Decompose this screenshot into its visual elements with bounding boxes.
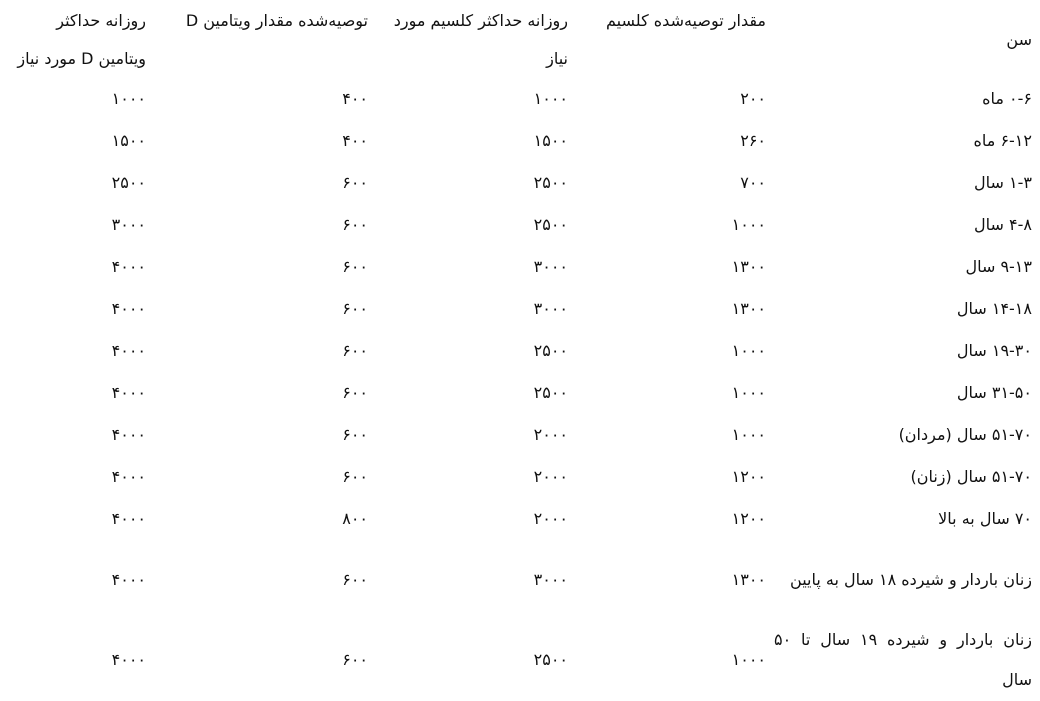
table-row [4,330,1036,372]
vitd-max-cell: ۴۰۰۰ [111,509,146,528]
table-row [4,120,1036,162]
calcium-recommended-cell: ۲۶۰ [740,131,766,150]
table-row [4,620,1036,700]
table-row [4,498,1036,540]
calcium-max-cell: ۳۰۰۰ [533,570,568,589]
vitd-max-cell: ۴۰۰۰ [111,570,146,589]
age-cell: ۵۱-۷۰ سال (زنان) [910,467,1032,486]
table-row [4,246,1036,288]
age-cell: زنان باردار و شیرده ۱۹ سال تا ۵۰ سال [774,630,1032,689]
age-cell: ۶-۱۲ ماه [973,131,1032,150]
calcium-recommended-cell: ۱۳۰۰ [731,299,766,318]
age-cell: ۱۴-۱۸ سال [956,299,1032,318]
vitd-max-cell: ۴۰۰۰ [111,341,146,360]
header-age: سن [1006,30,1032,49]
calcium-max-cell: ۲۵۰۰ [533,341,568,360]
vitd-recommended-cell: ۸۰۰ [342,509,368,528]
age-cell: ۹-۱۳ سال [965,257,1032,276]
age-cell: ۱۹-۳۰ سال [956,341,1032,360]
vitd-max-cell: ۴۰۰۰ [111,425,146,444]
vitd-max-cell: ۴۰۰۰ [111,467,146,486]
calcium-recommended-cell: ۷۰۰ [740,173,766,192]
table-row [4,78,1036,120]
calcium-max-cell: ۲۰۰۰ [533,425,568,444]
vitd-recommended-cell: ۶۰۰ [342,570,368,589]
calcium-max-cell: ۱۵۰۰ [533,131,568,150]
header-calcium-max: روزانه حداکثر کلسیم مورد نیاز [393,11,568,68]
calcium-max-cell: ۳۰۰۰ [533,257,568,276]
vitd-recommended-cell: ۶۰۰ [342,215,368,234]
vitd-recommended-cell: ۶۰۰ [342,650,368,669]
vitd-recommended-cell: ۶۰۰ [342,467,368,486]
vitd-max-cell: ۱۰۰۰ [111,89,146,108]
calcium-recommended-cell: ۱۰۰۰ [731,341,766,360]
calcium-recommended-cell: ۲۰۰ [740,89,766,108]
calcium-recommended-cell: ۱۲۰۰ [731,509,766,528]
age-cell: ۴-۸ سال [974,215,1032,234]
age-cell: ۰-۶ ماه [982,89,1032,108]
calcium-max-cell: ۲۰۰۰ [533,467,568,486]
calcium-recommended-cell: ۱۳۰۰ [731,570,766,589]
age-cell: ۳۱-۵۰ سال [956,383,1032,402]
vitd-recommended-cell: ۶۰۰ [342,299,368,318]
vitd-recommended-cell: ۶۰۰ [342,173,368,192]
header-vitd-max: روزانه حداکثر ویتامین D مورد نیاز [17,11,146,68]
calcium-max-cell: ۲۵۰۰ [533,215,568,234]
vitd-recommended-cell: ۶۰۰ [342,341,368,360]
table-row [4,372,1036,414]
nutrient-table-container [4,0,1036,700]
vitd-recommended-cell: ۶۰۰ [342,425,368,444]
calcium-max-cell: ۲۵۰۰ [533,173,568,192]
vitd-recommended-cell: ۴۰۰ [342,131,368,150]
age-cell: ۱-۳ سال [974,173,1032,192]
calcium-vitamin-d-table [4,0,1036,700]
calcium-max-cell: ۲۰۰۰ [533,509,568,528]
table-row [4,204,1036,246]
table-row [4,288,1036,330]
calcium-recommended-cell: ۱۰۰۰ [731,215,766,234]
age-cell: ۷۰ سال به بالا [938,509,1032,528]
table-row [4,414,1036,456]
calcium-max-cell: ۲۵۰۰ [533,650,568,669]
header-calcium-recommended: مقدار توصیه‌شده کلسیم [606,11,766,30]
calcium-max-cell: ۱۰۰۰ [533,89,568,108]
vitd-max-cell: ۴۰۰۰ [111,650,146,669]
calcium-recommended-cell: ۱۰۰۰ [731,425,766,444]
calcium-recommended-cell: ۱۰۰۰ [731,650,766,669]
table-header [4,0,1036,78]
calcium-recommended-cell: ۱۳۰۰ [731,257,766,276]
table-body [4,78,1036,700]
vitd-max-cell: ۲۵۰۰ [111,173,146,192]
calcium-max-cell: ۳۰۰۰ [533,299,568,318]
calcium-recommended-cell: ۱۲۰۰ [731,467,766,486]
vitd-max-cell: ۴۰۰۰ [111,299,146,318]
vitd-recommended-cell: ۶۰۰ [342,383,368,402]
calcium-recommended-cell: ۱۰۰۰ [731,383,766,402]
table-row [4,456,1036,498]
table-row [4,540,1036,620]
vitd-max-cell: ۴۰۰۰ [111,383,146,402]
calcium-max-cell: ۲۵۰۰ [533,383,568,402]
vitd-recommended-cell: ۶۰۰ [342,257,368,276]
age-cell: ۵۱-۷۰ سال (مردان) [898,425,1032,444]
table-row [4,162,1036,204]
header-vitd-recommended: توصیه‌شده مقدار ویتامین D [185,11,368,30]
vitd-recommended-cell: ۴۰۰ [342,89,368,108]
vitd-max-cell: ۱۵۰۰ [111,131,146,150]
vitd-max-cell: ۴۰۰۰ [111,257,146,276]
age-cell: زنان باردار و شیرده ۱۸ سال به پایین [790,570,1032,589]
vitd-max-cell: ۳۰۰۰ [111,215,146,234]
header-row [4,0,1036,78]
